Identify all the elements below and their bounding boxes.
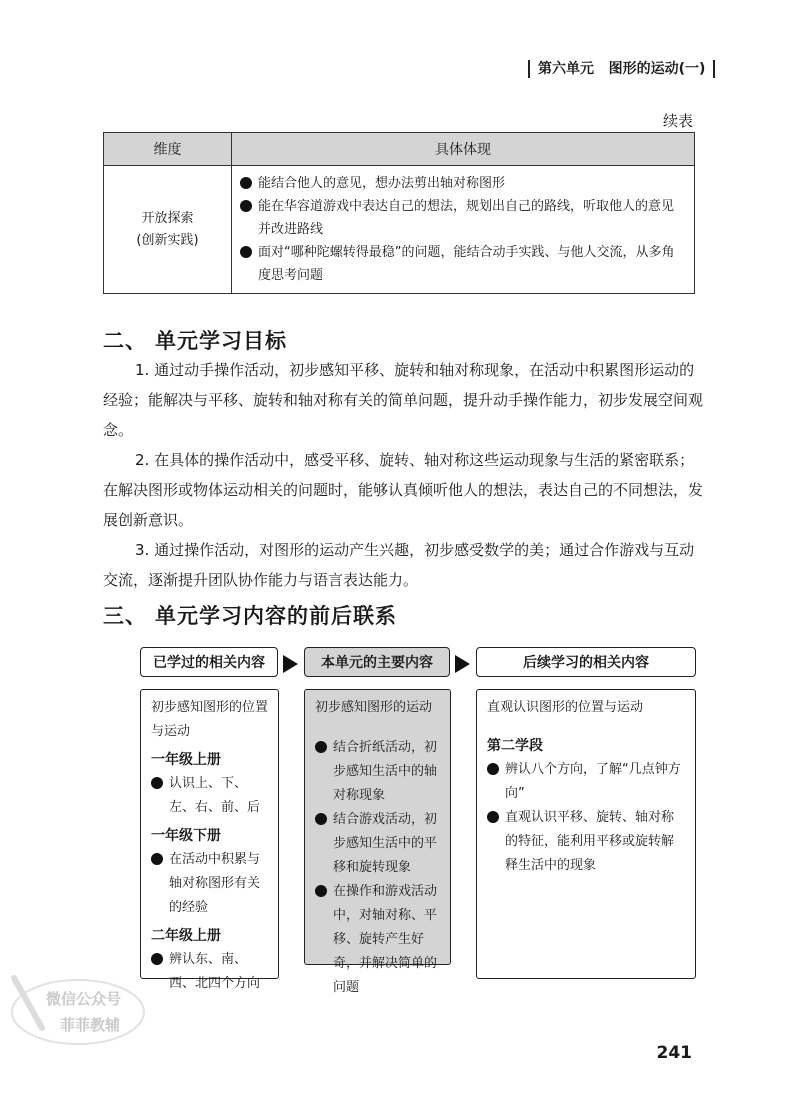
goal-paragraph: 2. 在具体的操作活动中，感受平移、旋转、轴对称这些运动现象与生活的紧密联系；在解决图形或物体运动相关的问题时，能够认真倾听他人的想法，表达自己的不同想法，发展创新意识。 xyxy=(103,451,704,529)
prior-content-box xyxy=(140,689,279,991)
grade-label: 二年级上册 xyxy=(151,928,221,944)
column-header-dimension: 维度 xyxy=(104,133,232,166)
section-number: 二、 xyxy=(103,329,147,353)
arrow-right-icon xyxy=(283,655,298,673)
box-title-current: 本单元的主要内容 xyxy=(304,647,450,677)
performance-item: 能结合他人的意见，想办法剪出轴对称图形 xyxy=(240,172,686,195)
unit-title: 图形的运动(一) xyxy=(608,61,706,77)
column-header-performance: 具体体现 xyxy=(232,133,695,166)
box-title-prior: 已学过的相关内容 xyxy=(140,647,278,677)
running-header xyxy=(520,58,756,80)
performance-cell xyxy=(232,166,695,294)
grade-label: 一年级上册 xyxy=(151,752,221,768)
dimension-cell xyxy=(104,166,232,294)
continued-table-label: 续表 xyxy=(662,112,693,130)
section-heading-goals xyxy=(103,325,287,355)
box-title-future: 后续学习的相关内容 xyxy=(476,647,696,677)
prior-item: 认识上、下、左、右、前、后 xyxy=(151,772,268,820)
arrow-right-icon xyxy=(455,655,470,673)
stage-label: 第二学段 xyxy=(487,738,543,754)
page-number: 241 xyxy=(656,1043,692,1063)
future-intro: 直观认识图形的位置与运动 xyxy=(487,700,644,715)
watermark-line1: 微信公众号 xyxy=(46,990,122,1008)
prior-item: 辨认东、南、西、北四个方向 xyxy=(151,948,268,996)
dimension-table xyxy=(103,132,695,294)
section-title: 单元学习内容的前后联系 xyxy=(155,604,397,628)
grade-label: 一年级下册 xyxy=(151,828,221,844)
current-item: 结合游戏活动，初步感知生活中的平移和旋转现象 xyxy=(315,808,440,880)
future-item: 直观认识平移、旋转、轴对称的特征，能利用平移或旋转解释生活中的现象 xyxy=(487,806,685,878)
goal-paragraph: 1. 通过动手操作活动，初步感知平移、旋转和轴对称现象，在活动中积累图形运动的经验；能解决与平移、旋转和轴对称有关的简单问题，提升动手操作能力，初步发展空间观念。 xyxy=(103,361,704,439)
watermark-line2: 菲菲教辅 xyxy=(60,1016,121,1034)
watermark xyxy=(8,972,158,1052)
section-heading-connections xyxy=(103,600,397,630)
current-intro: 初步感知图形的运动 xyxy=(315,700,433,715)
dimension-subname: (创新实践) xyxy=(136,232,199,248)
header-divider-right xyxy=(713,60,715,78)
current-item: 结合折纸活动，初步感知生活中的轴对称现象 xyxy=(315,736,440,808)
current-content-box xyxy=(304,689,451,995)
goals-body xyxy=(103,355,703,595)
unit-label: 第六单元 xyxy=(538,61,594,77)
goal-paragraph: 3. 通过操作活动，对图形的运动产生兴趣，初步感受数学的美；通过合作游戏与互动交流，逐渐提升团队协作能力与语言表达能力。 xyxy=(103,541,695,589)
prior-intro: 初步感知图形的位置与运动 xyxy=(151,700,269,739)
performance-item: 面对“哪种陀螺转得最稳”的问题，能结合动手实践、与他人交流，从多角度思考问题 xyxy=(240,241,686,287)
dimension-name: 开放探索 xyxy=(141,210,194,226)
header-divider-left xyxy=(528,60,530,78)
section-number: 三、 xyxy=(103,604,147,628)
section-title: 单元学习目标 xyxy=(155,329,287,353)
future-item: 辨认八个方向，了解“几点钟方向” xyxy=(487,758,685,806)
prior-item: 在活动中积累与轴对称图形有关的经验 xyxy=(151,848,268,920)
future-content-box xyxy=(476,689,696,979)
pen-logo-icon xyxy=(8,972,158,1052)
performance-item: 能在华容道游戏中表达自己的想法，规划出自己的路线，听取他人的意见并改进路线 xyxy=(240,195,686,241)
current-item: 在操作和游戏活动中，对轴对称、平移、旋转产生好奇，并解决简单的问题 xyxy=(315,880,440,1000)
